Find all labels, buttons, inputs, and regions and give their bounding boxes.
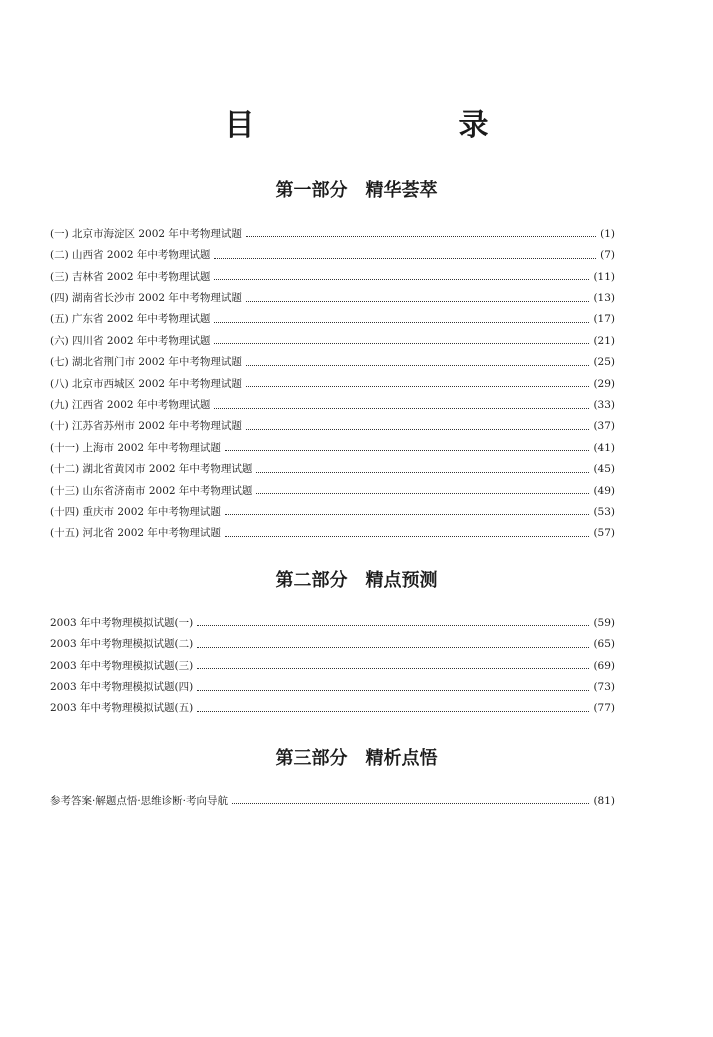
- toc-entry: [50, 325, 615, 346]
- toc-entry-page: (13): [593, 292, 615, 305]
- toc-entry-page: (49): [593, 484, 615, 497]
- toc-entry: [50, 432, 615, 453]
- toc-entry: [50, 239, 615, 260]
- toc-entry-label: 2003 年中考物理模拟试题(五): [50, 702, 194, 715]
- toc-entry-label: 参考答案·解题点悟·思维诊断·考向导航: [50, 794, 229, 807]
- toc-entry-label: (十三) 山东省济南市 2002 年中考物理试题: [50, 484, 253, 497]
- part-heading: 第一部分 精华荟萃: [275, 180, 438, 201]
- dot-leader: [214, 408, 589, 409]
- toc-entry-page: (57): [593, 527, 615, 540]
- toc-entry: [50, 453, 615, 474]
- toc-entry-page: (59): [593, 616, 615, 629]
- toc-entry-page: (73): [593, 681, 615, 694]
- toc-entry: [50, 346, 615, 367]
- toc-entry-page: (33): [593, 399, 615, 412]
- toc-entry: [50, 650, 615, 671]
- toc-entry-label: (十一) 上海市 2002 年中考物理试题: [50, 441, 221, 454]
- toc-entry-label: (八) 北京市西城区 2002 年中考物理试题: [50, 377, 242, 390]
- toc-entry: [50, 693, 615, 714]
- dot-leader: [246, 386, 590, 387]
- dot-leader: [225, 536, 590, 537]
- page-title: 目 录: [224, 108, 537, 143]
- dot-leader: [246, 301, 590, 302]
- dot-leader: [197, 690, 589, 691]
- dot-leader: [256, 493, 589, 494]
- toc-entry-label: (十) 江苏省苏州市 2002 年中考物理试题: [50, 420, 242, 433]
- toc-entry-label: 2003 年中考物理模拟试题(二): [50, 638, 194, 651]
- toc-entry-label: (十二) 湖北省黄冈市 2002 年中考物理试题: [50, 463, 253, 476]
- dot-leader: [256, 472, 589, 473]
- toc-list: [50, 607, 615, 714]
- toc-entry: [50, 517, 615, 538]
- toc-entry: [50, 368, 615, 389]
- toc-entry: [50, 218, 615, 239]
- toc-entry: [50, 785, 615, 806]
- toc-entry-label: (一) 北京市海淀区 2002 年中考物理试题: [50, 227, 242, 240]
- dot-leader: [246, 236, 596, 237]
- dot-leader: [214, 343, 589, 344]
- toc-entry-label: (四) 湖南省长沙市 2002 年中考物理试题: [50, 292, 242, 305]
- dot-leader: [197, 625, 589, 626]
- toc-entry: [50, 304, 615, 325]
- toc-entry: [50, 496, 615, 517]
- dot-leader: [225, 450, 590, 451]
- toc-entry-page: (7): [600, 249, 615, 262]
- toc-entry-page: (37): [593, 420, 615, 433]
- toc-entry-label: (七) 湖北省荆门市 2002 年中考物理试题: [50, 356, 242, 369]
- toc-entry-label: (六) 四川省 2002 年中考物理试题: [50, 334, 211, 347]
- dot-leader: [197, 647, 589, 648]
- toc-entry-page: (21): [593, 334, 615, 347]
- toc-entry: [50, 671, 615, 692]
- toc-list: [50, 218, 615, 539]
- toc-entry: [50, 607, 615, 628]
- toc-entry-page: (81): [593, 794, 615, 807]
- toc-list: [50, 785, 615, 806]
- toc-entry-label: (五) 广东省 2002 年中考物理试题: [50, 313, 211, 326]
- toc-entry-page: (41): [593, 441, 615, 454]
- toc-entry-page: (45): [593, 463, 615, 476]
- toc-entry-label: (三) 吉林省 2002 年中考物理试题: [50, 270, 211, 283]
- dot-leader: [197, 711, 589, 712]
- toc-entry-page: (1): [600, 227, 615, 240]
- dot-leader: [246, 429, 590, 430]
- part-heading: 第三部分 精析点悟: [275, 748, 438, 769]
- dot-leader: [246, 365, 590, 366]
- toc-entry-label: 2003 年中考物理模拟试题(一): [50, 616, 194, 629]
- toc-entry-label: (二) 山西省 2002 年中考物理试题: [50, 249, 211, 262]
- dot-leader: [197, 668, 589, 669]
- part-heading: 第二部分 精点预测: [275, 570, 438, 591]
- toc-entry-label: (十五) 河北省 2002 年中考物理试题: [50, 527, 221, 540]
- toc-entry: [50, 475, 615, 496]
- dot-leader: [232, 803, 589, 804]
- dot-leader: [214, 279, 589, 280]
- toc-entry-label: (十四) 重庆市 2002 年中考物理试题: [50, 505, 221, 518]
- toc-entry-label: 2003 年中考物理模拟试题(三): [50, 659, 194, 672]
- dot-leader: [225, 514, 590, 515]
- toc-entry-label: (九) 江西省 2002 年中考物理试题: [50, 399, 211, 412]
- toc-entry: [50, 389, 615, 410]
- toc-entry-page: (25): [593, 356, 615, 369]
- dot-leader: [214, 322, 589, 323]
- toc-entry-label: 2003 年中考物理模拟试题(四): [50, 681, 194, 694]
- toc-entry-page: (29): [593, 377, 615, 390]
- toc-entry: [50, 628, 615, 649]
- dot-leader: [214, 258, 596, 259]
- toc-entry: [50, 411, 615, 432]
- toc-entry-page: (77): [593, 702, 615, 715]
- toc-entry-page: (65): [593, 638, 615, 651]
- toc-entry-page: (69): [593, 659, 615, 672]
- toc-entry-page: (11): [593, 270, 615, 283]
- toc-entry: [50, 261, 615, 282]
- toc-entry-page: (53): [593, 505, 615, 518]
- toc-entry: [50, 282, 615, 303]
- toc-entry-page: (17): [593, 313, 615, 326]
